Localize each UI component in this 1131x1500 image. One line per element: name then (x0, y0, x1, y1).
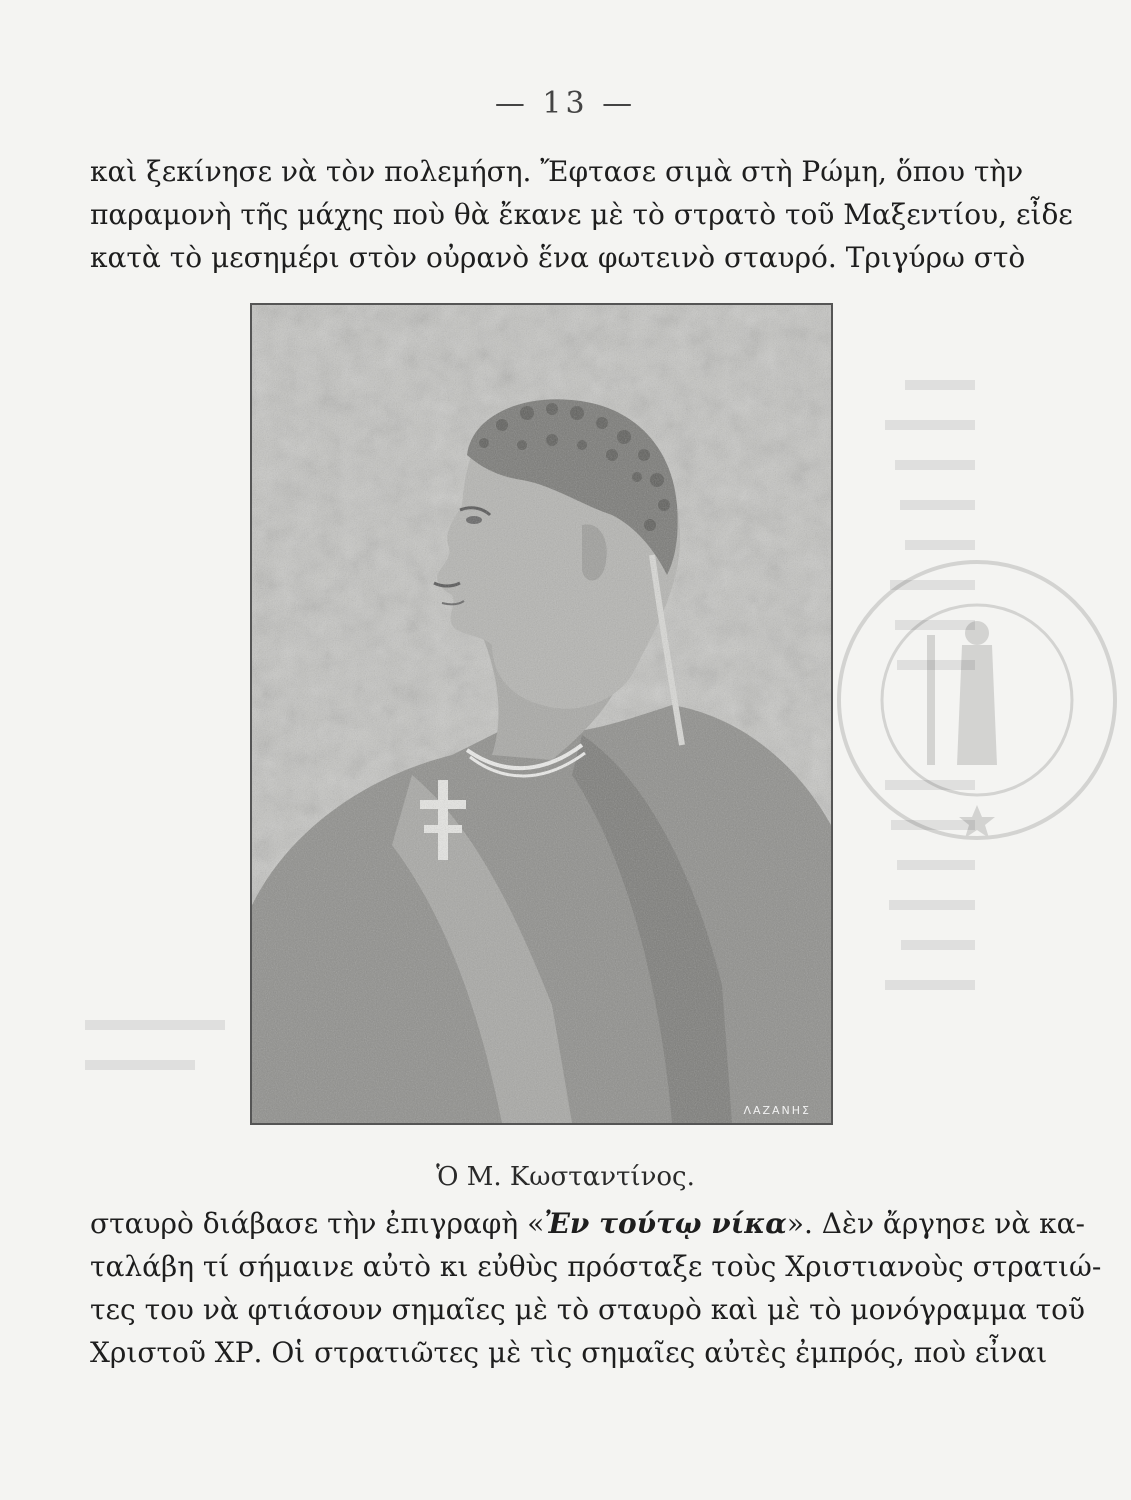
text-segment: ». Δὲν ἄργησε νὰ κα- (786, 1207, 1086, 1240)
portrait-engraving (250, 303, 833, 1125)
figure-caption: Ὁ Μ. Κωσταντίνος. (436, 1162, 695, 1192)
text-line: παραμονὴ τῆς μάχης ποὺ θὰ ἔκανε μὲ τὸ στρατὸ τοῦ Μαξεντίου, εἶδε (90, 198, 1073, 231)
text-line (90, 1202, 1086, 1245)
text-line: κατὰ τὸ μεσημέρι στὸν οὐρανὸ ἕνα φωτεινὸ σταυρό. Τριγύρω στὸ (90, 241, 1026, 274)
text-line: τες του νὰ φτιάσουν σημαῖες μὲ τὸ σταυρὸ καὶ μὲ τὸ μονόγραμμα τοῦ (90, 1293, 1086, 1326)
page-number: — 13 — (494, 86, 637, 121)
bottom-paragraph (90, 1202, 1102, 1374)
text-segment: σταυρὸ διάβασε τὴν ἐπιγραφὴ « (90, 1207, 545, 1240)
artist-signature: ΛΑΖΑΝΗΣ (743, 1104, 811, 1117)
text-line: Χριστοῦ ΧΡ. Οἱ στρατιῶτες μὲ τὶς σημαῖες αὐτὲς ἐμπρός, ποὺ εἶναι (90, 1336, 1048, 1369)
top-paragraph (90, 150, 1073, 279)
library-stamp (832, 555, 1122, 845)
inscription-emphasis: Ἐν τούτῳ νίκα (544, 1207, 787, 1240)
text-line: ταλάβη τί σήμαινε αὐτὸ κι εὐθὺς πρόσταξε τοὺς Χριστιανοὺς στρατιώ- (90, 1250, 1102, 1283)
text-line: καὶ ξεκίνησε νὰ τὸν πολεμήση. Ἔφτασε σιμὰ στὴ Ρώμη, ὅπου τὴν (90, 155, 1024, 188)
portrait-illustration (252, 305, 831, 1123)
